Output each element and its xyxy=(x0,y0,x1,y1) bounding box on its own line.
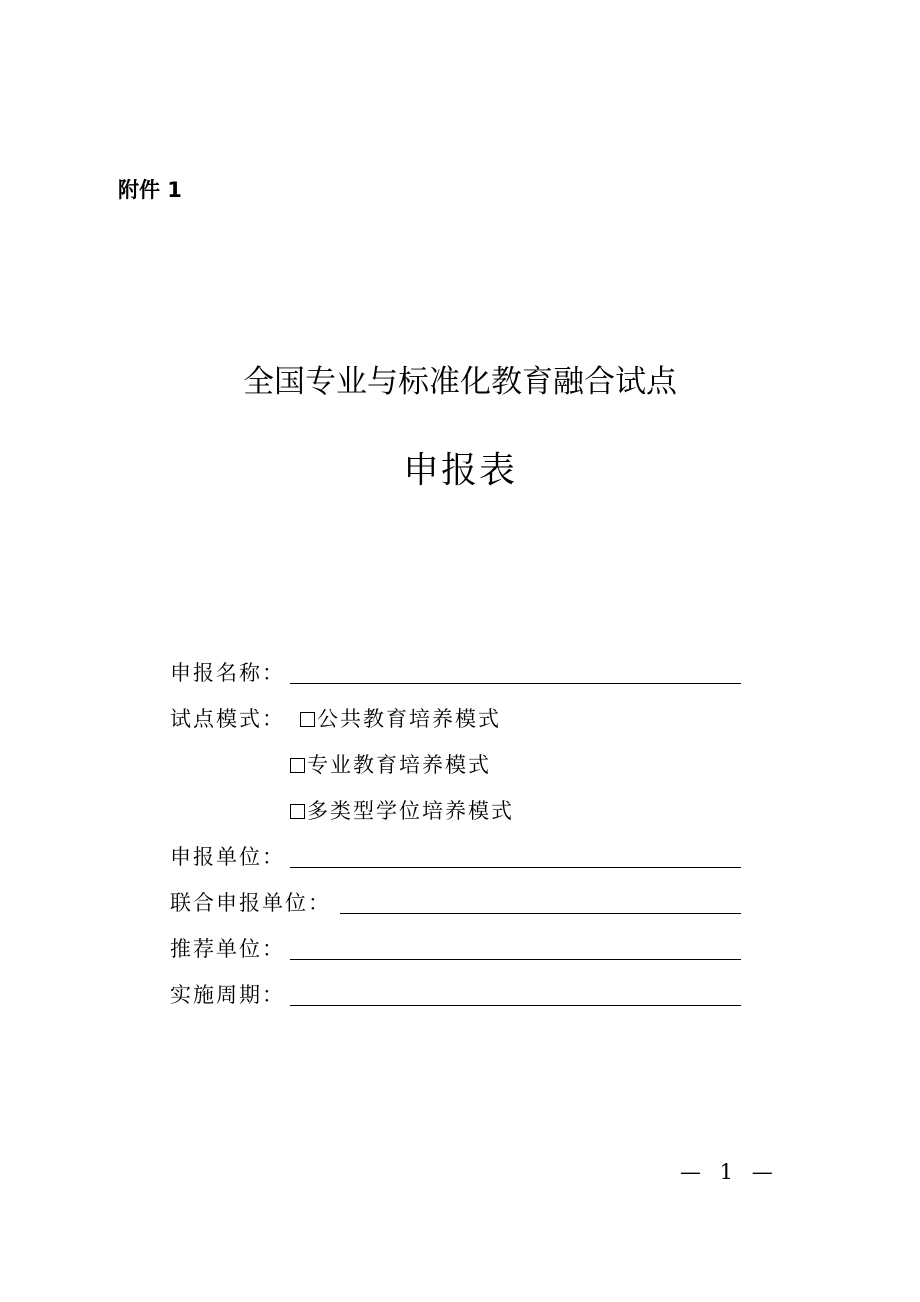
pilot-mode-option-multi-degree[interactable] xyxy=(290,796,514,826)
application-name-input-line[interactable] xyxy=(290,683,741,684)
checkbox-icon[interactable] xyxy=(290,804,305,819)
pilot-mode-option-public[interactable] xyxy=(300,704,501,734)
implementation-period-input-line[interactable] xyxy=(290,1005,741,1006)
applicant-unit-label: 申报单位： xyxy=(170,845,285,869)
checkbox-icon[interactable] xyxy=(290,758,305,773)
pilot-mode-label: 试点模式： xyxy=(170,707,285,731)
title-line2: 申报表 xyxy=(402,450,517,491)
option-label: 公共教育培养模式 xyxy=(317,707,501,731)
attachment-label: 附件 1 xyxy=(118,178,182,202)
title-line1: 全国专业与标准化教育融合试点 xyxy=(243,364,677,400)
joint-applicant-unit-input-line[interactable] xyxy=(340,913,741,914)
recommending-unit-input-line[interactable] xyxy=(290,959,741,960)
implementation-period-label: 实施周期： xyxy=(170,983,285,1007)
option-label: 专业教育培养模式 xyxy=(307,753,491,777)
option-label: 多类型学位培养模式 xyxy=(307,799,514,823)
recommending-unit-label: 推荐单位： xyxy=(170,937,285,961)
joint-applicant-unit-label: 联合申报单位： xyxy=(170,891,331,915)
page-number: — 1 — xyxy=(680,1160,779,1184)
checkbox-icon[interactable] xyxy=(300,712,315,727)
applicant-unit-input-line[interactable] xyxy=(290,867,741,868)
pilot-mode-option-professional[interactable] xyxy=(290,750,491,780)
application-name-label: 申报名称： xyxy=(170,661,285,685)
